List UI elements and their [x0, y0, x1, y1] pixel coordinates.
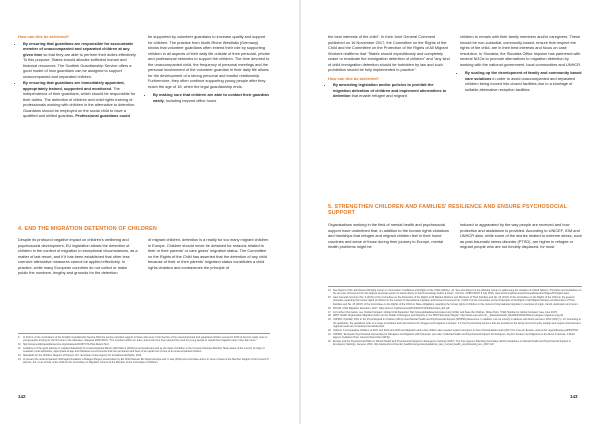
footnote-text: Options: A Comparative Children of 2017 and 2014 and 2016 and Migration and a few children also needed support and given in that of humanitarian work (2017) for more (in Europe: www.unhcr.org/en/Europe-pdf/54/57b0 — [333, 328, 578, 332]
footnote-text: Guidelines of the good practice in Lodging-Standards for Unaccompanied Minors (Wochsler's (2011) for accompanying and as the state of children in the Council of Europe Member State aware of the country of origin of Guardian, local authorities, appropriate-to-age and Parliament environments that has permanent and been of an equal cost of care of an unaccompanied children. — [23, 347, 265, 354]
footnote-item — [18, 347, 270, 354]
footnote-number: 10 — [18, 343, 21, 347]
page-number-right: 143 — [570, 394, 578, 399]
bullet-list — [148, 92, 270, 103]
footnote-number: 18 — [328, 314, 331, 318]
footnotes-left — [18, 336, 270, 365]
left-column-2-bottom — [148, 237, 270, 273]
footnote-number: 22 — [328, 339, 331, 343]
paragraph: the best interests of the child". In their Joint General Comment published on 16 November 2017, the Committee on the Rights of the Child and the Committee on the Protection of the Rights of All Migrant Workers reaffirms that "States should expeditiously and completely cease or eradicate the immigration detention of children" and "any kind of child immigration detention should be forbidden by law and such prohibition should be fully implemented in practice". — [328, 34, 450, 72]
paragraph: Organisations working in the field of mental health and psychosocial support have underlined that, in addition to the human rights violations and hardships that refugee and migrant children feel in their home countries and some of those during their journey to Europe, mental health problems might be — [328, 222, 449, 249]
footnote-number: 15 — [328, 296, 331, 300]
footnote-text: Joint General Comment No. 4 (2017) of the Committee on the Protection of the Rights of All Migrant Workers and Members of Their Families and No. 23 (2017) of the Committee on the Rights of the Child on the general principles regarding the human rights of children in the context of international migration and General Comment No. 4 (2017) of the Committee on the Protection of the Rights of All Migrant Workers and Members of Their Families and No. 23 (2017) of the Committee on the Rights of the Child on State obligations regarding the human rights of children in the context of international migration in countries of origin, transit, destination and return. — [333, 296, 579, 306]
paragraph: Despite its profound negative impact on children's wellbeing and psychosocial development, EU legislation allows the detention of children in the context of migration in exceptional circumstances, as a matter of last resort, and if it has been established that other less coercive alternative measures cannot be applied effectively. In practice, while many European countries do not collect or make public the numbers, lengthy and grounds for the detention — [18, 237, 138, 275]
footnote-number: 9 — [18, 336, 20, 339]
footnote-text: WHO Health Organisation Migration Action on the Health of Refugees and Migrants in the WHO European Region, http://www.euro.who.int/__data/assets/pdf_file/0004/315444/54e1-refugees-migrants-eng.pdf — [333, 314, 563, 318]
subhead-how-achieved: How can this be achieved? — [18, 34, 70, 39]
footnote-text: See Report of the Joint Expert Working Group on 'Generation' Conditions and Rights of the Child (2015) p. 10. See also Report of the Working Group on addressing the situation of United Nations, Principles and Guidelines on the and use of Persons from the highest temporal system of Good Liberty or has Proceedings before a Court", UN Doc. A/HRC/30/37 6 July 2015, www.ohchr.org/Documents/Issues/Detention/Pages/Principles.aspx. — [333, 289, 582, 296]
paragraph: induced or aggravated by the way people are received and how protection and assistance is provided. According to UNICEF, IOM and UNHCR data, while some of the stories related to extreme stress, such as post-traumatic stress disorder (PTSD), are higher in refugee or migrant people who are not forcibly displaced, for most — [460, 222, 582, 249]
bullet-list — [18, 41, 138, 119]
right-page — [300, 0, 600, 424]
footnote-text: UNHCR, UNICEF, IOM, In the Psychological in Children (2014) Good Mental Health and Psychosocial Support (MHPSS) Resources. In addition, but not entirely to address with family and and. IASC (2017) p. 10. According to the guidelines, the guidelines refer to a range of activities and interventions for refugees and migrants in Europe. It is the Psychosocial services that are provided in the family and community settings and require that local and regional needs are considered and addressed. — [333, 318, 581, 328]
footnote-text: At present the unaccompanied child legal foundation is Bologne Bergen preservation by EU Child Manual. EU Report Europe and: It was (2011) and committee and is in some of least to the Member Region of the Council of parents, but, to an of their of the child for the Committee on Migration Council of the Member of the Committee of Children. — [23, 358, 269, 365]
list-item: • By scaling up the development of family and community based care solutions in order to avoid unaccompanied and separated children being moved into closed facilities due to a shortage of suitable alternative reception facilities. — [465, 70, 582, 92]
left-column-1-bottom — [18, 237, 138, 279]
left-column-2-top — [148, 34, 270, 104]
footnote-text: http://www.scottishguardianservice.org/uk/assets/2015/7/VS-Pilot-Report.html — [23, 343, 109, 347]
bullet-list — [328, 82, 450, 99]
right-column-2-bottom — [460, 222, 582, 253]
paragraph: children to remain with their family members and/or caregivers. These should be non-custodial, community-based, ensure that respect the rights of the child, are in their best interests and focus on case resolution. In Slovakia, the Slovakia Office Impulse has partnered with several NGOs to promote alternatives to migration detention by working with the national government, local communities and UNHCR. — [460, 34, 582, 67]
footnote-text: Standards for the Children Regions of Parents UN - European Union Agency for Fundamental Rights, 2014 — [23, 354, 142, 358]
list-item: • By ensuring that guardians are immediately appointed, appropriately trained, supported and monitored. The independence of their guardians, which should be responsible for their duties. The detention of children and child rights training of professionals working with children in the alternative to detention. Guardians should be employed on the social child to have a qualified and skilled guardian. Professional guardians could — [23, 80, 138, 119]
footnote-number: 16 — [328, 306, 331, 310]
paragraph: be supported by volunteer guardians to increase quality and support for children. The practice from North-Rhine Westfalia (Germany) shows that volunteer guardians often extend their role by supporting children in all aspects of their daily life outside of their personal, private and professional networks to support the children. The time devoted to the unaccompanied child, the frequency of personal meetings and the personal involvement of the volunteer guardian in their daily life allows for the development of a strong personal and trustful relationship. Furthermore, they often continue supporting young people after they reach the age of 18, when the legal guardianship ends. — [148, 34, 270, 89]
footnote-rule — [18, 333, 270, 334]
footnote-item — [328, 307, 582, 310]
footnote-item — [328, 329, 582, 332]
footnote-item — [328, 318, 582, 328]
right-column-2-top — [460, 34, 582, 93]
right-column-1-top — [328, 34, 450, 100]
footnote-text: Europe and the Psychosocial Pillar on Mental Health and Psychosocial Support in Emergency Settings (2007). The Inter-Agency Standing Committee (IASC) Guidelines on Mental Health and Psychosocial Support in Emergency Settings, Geneva: IASC. http://www.who.int/mental_health/emergencies/guidelines_iasc_mental_health_psychosocial_june_2007.pdf — [333, 339, 571, 347]
footnote-number: 19 — [328, 318, 331, 322]
footnote-rule — [328, 286, 582, 287]
footnote-number: 12 — [18, 354, 21, 358]
footnote-item — [328, 296, 582, 306]
footnote-text: PICUM, Child Migration Detention, 2017, https://picum.org/Documents/Publi/2017/ChildDetention_EN.pdf — [333, 306, 450, 310]
footnote-item — [18, 358, 270, 365]
footnote-text: UNHCR, 'European Psychosocial Intervention for Refugees and Migrants (2017) Europe' (see also 'A Mental Health and Psychosocial Support for Refugees, Asylum Seekers and Migrants on the Move in Europe: A Multi-Agency Guidance Note' Geneva (December 2015)). — [333, 332, 576, 340]
footnote-text: For further information, see 'Global Compact: Global Child Detention' http://www.globaldetentionproject.org/ (2011) and Save the Children, Milieu Help, 'Child Helpline for Global Compact' (see June 2017). — [333, 310, 558, 314]
footnote-item — [328, 340, 582, 347]
list-item: • By making sure that children are able to contact their guardian easily, including beyond office hours — [153, 92, 270, 103]
footnote-text: In Point 1 of the conclusions of the Scottish Guardianship Service Pilot the service provided support to those who were in the Service of the unaccompanied and separated children entered in 2015 (a Service made more in young people arriving for the first time in the Aberdeen, Glasgow 2009-2013). "The numbers within our team, and at the time has reduced the need for young people to repeat their migration story more than once." — [23, 336, 268, 343]
list-item: • By ensuring that guardians are responsible for accountable member of unaccompanied and separated children at any given time so that they are able to perform their duties effectively. To this purpose, States should allocate sufficient human and financial resources. The Scottish Guardianship Service offers a good model of how guardians can be assigned to support unaccompanied and separated children. — [23, 41, 138, 80]
footnote-item — [328, 333, 582, 340]
paragraph: of migrant children, detention is a reality for too many migrant children in Europe. Children should never be detained for reasons related to their or their parents' or care givers' migration status. The Committee on the Rights of the Child has asserted that the detention of any child because of their or their parents' migration status constitutes a child rights violation and contravenes the principle of — [148, 237, 269, 270]
footnote-item — [18, 343, 270, 346]
section-heading-4: 4. END THE MIGRATION DETENTION OF CHILDREN — [18, 226, 157, 232]
footnote-item — [18, 354, 270, 357]
right-column-1-bottom — [328, 222, 450, 253]
footnote-number: 17 — [328, 310, 331, 314]
page-number-left: 142 — [18, 394, 26, 399]
list-item: • By amending legislation and/or policies to prohibit the migration detention of children and implement alternatives to detention that enable refugee and migrant — [333, 82, 450, 99]
footnote-number: 21 — [328, 332, 331, 336]
footnote-item — [328, 314, 582, 317]
section-heading-5: 5. STRENGTHEN CHILDREN AND FAMILIES' RESILIENCE AND ENSURE PSYCHOSOCIAL SUPPORT — [328, 204, 568, 217]
footnote-number: 11 — [18, 347, 21, 351]
footnote-item — [18, 336, 270, 343]
subhead-how-achieved: How can this be achieved? — [328, 75, 380, 81]
footnote-number: 20 — [328, 328, 331, 332]
left-column-1-top — [18, 34, 138, 120]
footnote-number: 14 — [328, 289, 331, 292]
footnotes-right — [328, 289, 582, 347]
footnote-item — [328, 311, 582, 314]
bullet-list — [460, 70, 582, 92]
footnote-item — [328, 289, 582, 296]
footnote-number: 13 — [18, 358, 21, 362]
